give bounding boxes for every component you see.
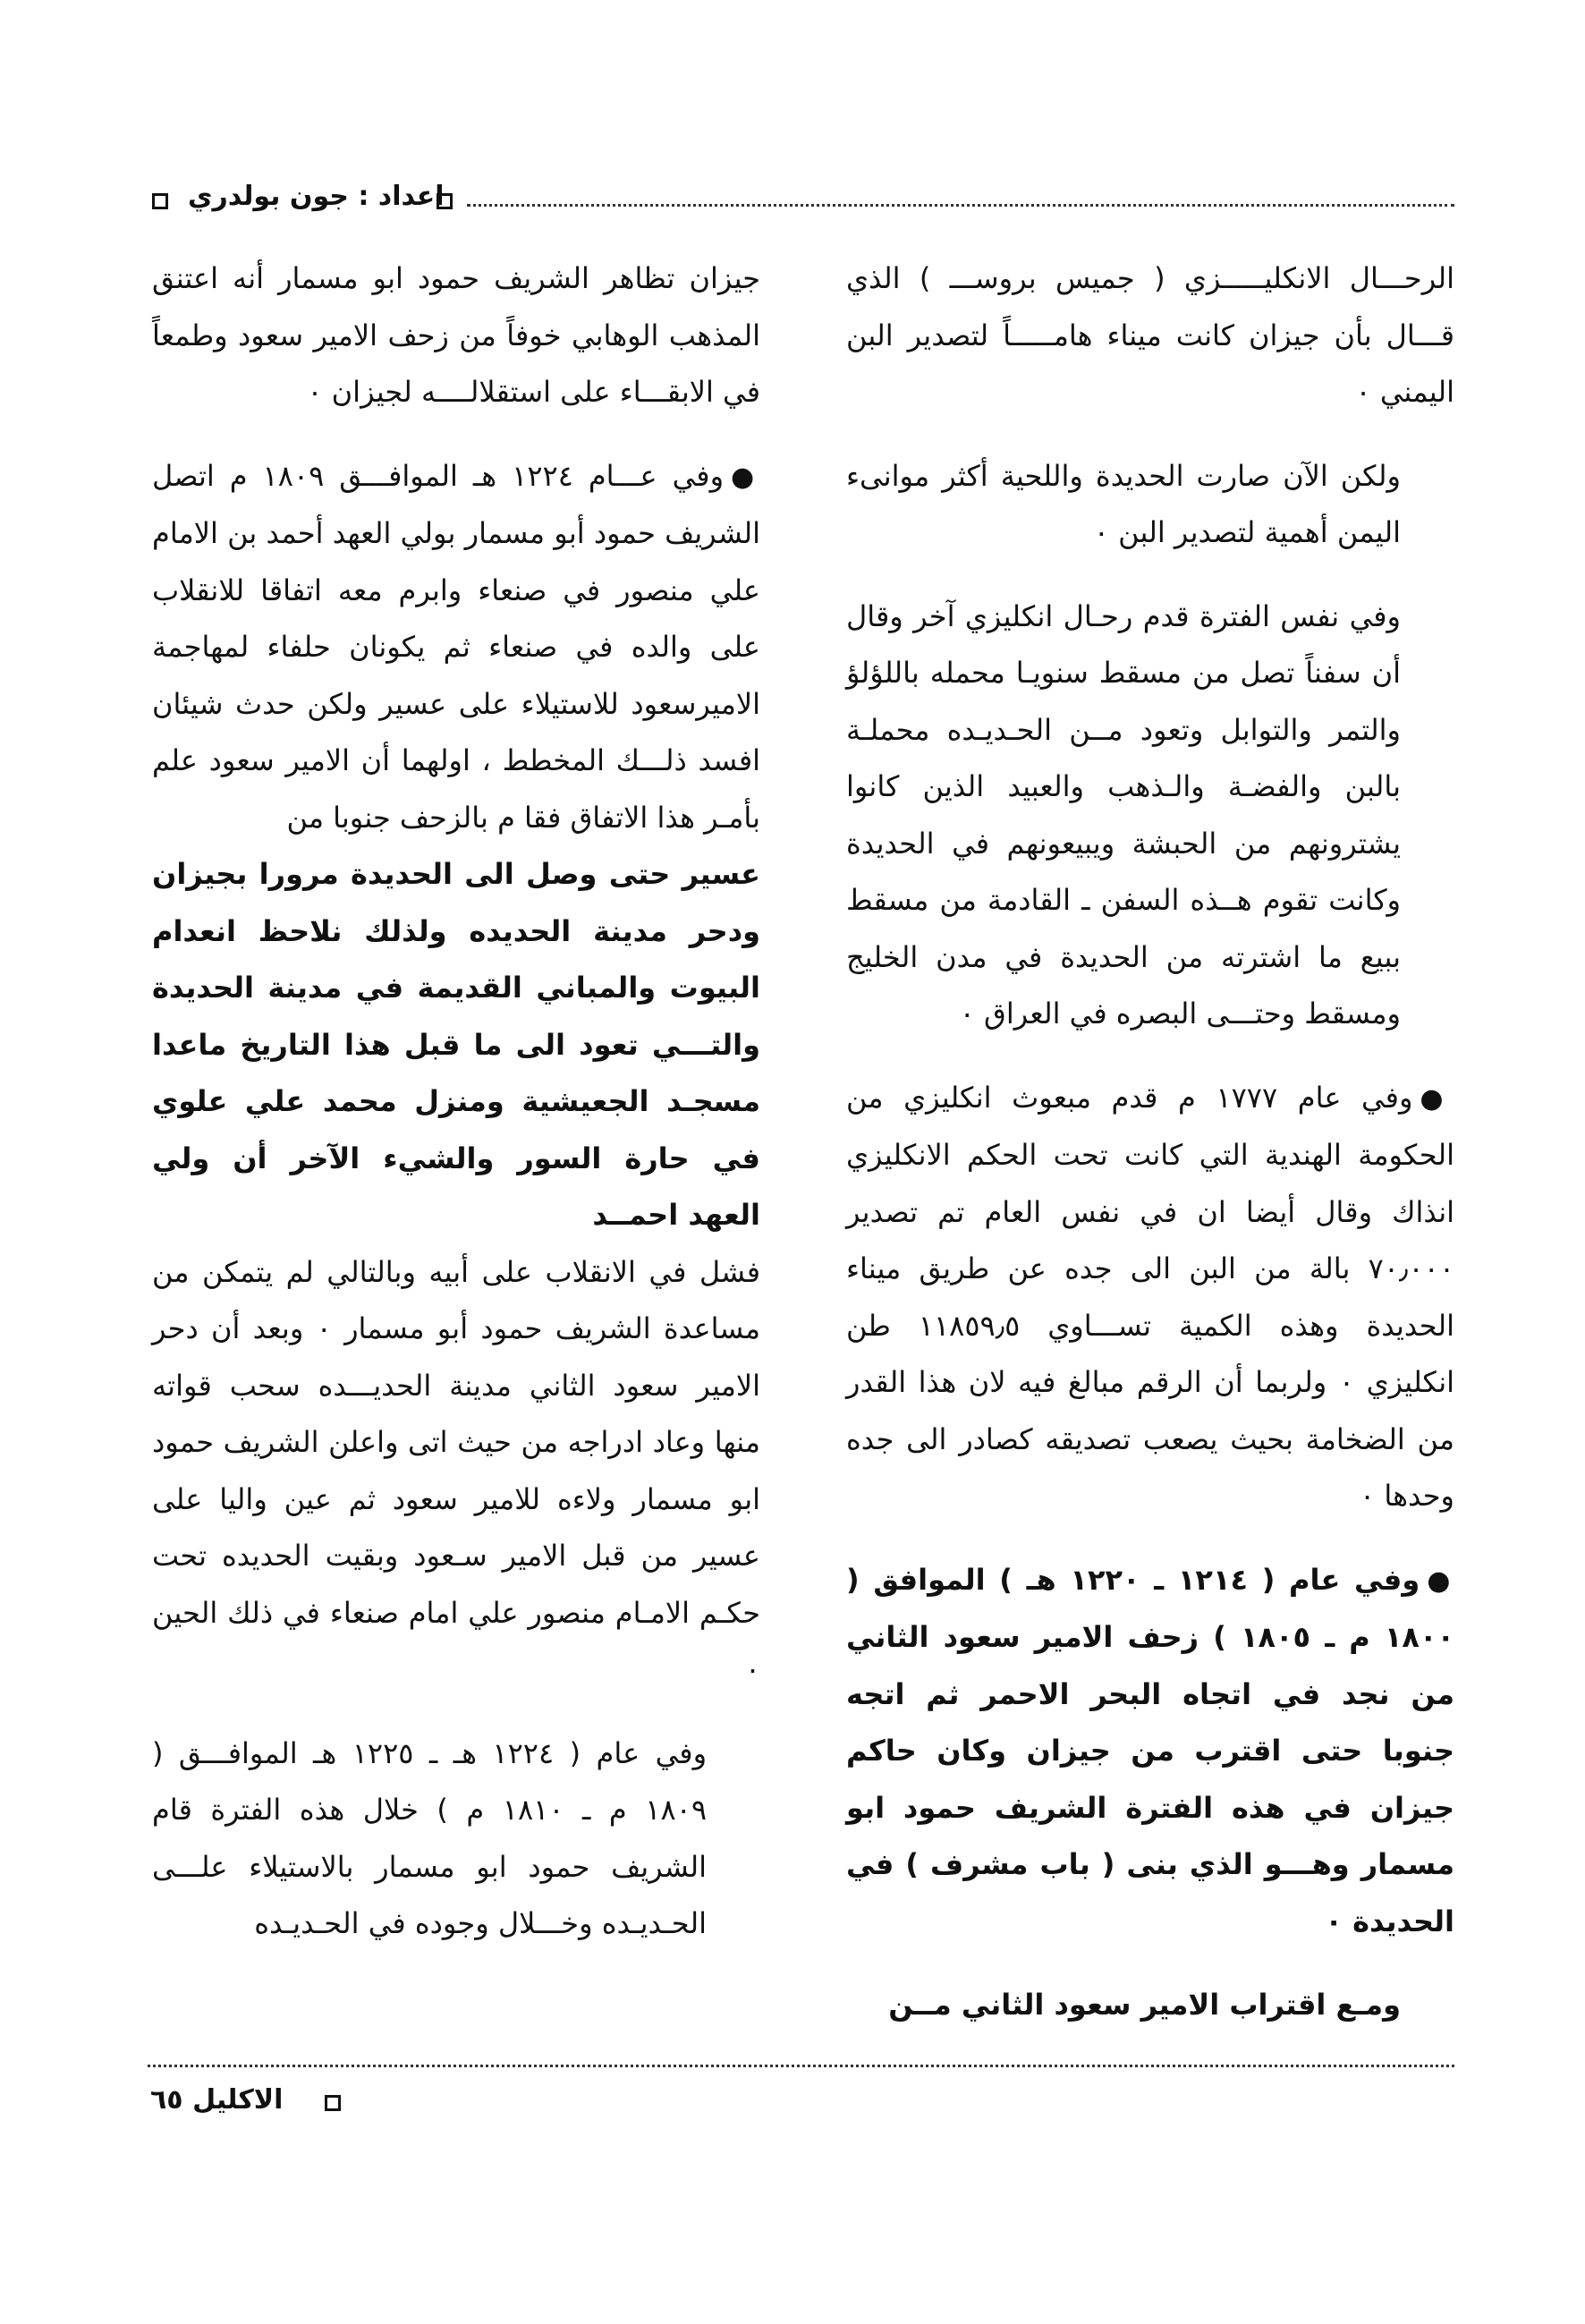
right-column: [846, 250, 1454, 2061]
bullet-icon: ●: [1427, 1565, 1454, 1597]
paragraph-bulleted: [846, 1552, 1454, 1951]
paragraph-text: وفي عام ١٧٧٧ م قدم مبعوث انكليزي من الحكومة الهندية التي كانت تحت الحكم الانكليزي انذاك وقال أيضا ان في نفس العام تم تصدير ٧٠٫٠٠٠ بالة من البن الى جده عن طريق ميناء الحديدة وهذه الكمية تســـاوي ١١٨٥٩٫٥ طن انكليزي ٠ ولربما أن الرقم مبالغ فيه لان هذا القدر من الضخامة بحيث يصعب تصديقه كصادر الى جده وحدها ٠: [846, 1080, 1455, 1513]
page-footer: [150, 2084, 419, 2129]
paragraph-bulleted: [846, 1070, 1454, 1525]
footer-dotted-rule: [148, 2065, 1454, 2067]
square-bullet-icon: [152, 193, 168, 209]
paragraph: ولكن الآن صارت الحديدة واللحية أكثر موانىء اليمن أهمية لتصدير البن ٠: [846, 458, 1401, 549]
page-number-label: الاكليل ٦٥: [150, 2084, 284, 2116]
paragraph: ومـع اقتراب الامير سعود الثاني مــن: [888, 1988, 1401, 2022]
paragraph-bulleted: [152, 448, 760, 847]
square-bullet-icon: [437, 193, 453, 209]
page-header: [152, 177, 1454, 227]
author-credit: اعداد : جون بولدري: [188, 181, 445, 212]
header-dotted-rule: [467, 204, 1454, 207]
bullet-icon: ●: [1420, 1082, 1454, 1115]
paragraph: عسير حتى وصل الى الحديدة مرورا بجيزان ودحر مدينة الحديده ولذلك نلاحظ انعدام البيوت والمباني القديمة في مدينة الحديدة والتـــي تعود الى ما قبل هذا التاريخ ماعدا مسجـد الجعيشية ومنزل محمد علي علوي في حارة السور والشيء الآخر أن ولي العهد احمــد: [152, 857, 760, 1232]
paragraph: جيزان تظاهر الشريف حمود ابو مسمار أنه اعتنق المذهب الوهابي خوفاً من زحف الامير سعود وطمعاً في الابقـــاء على استقلالــــه لجيزان ٠: [152, 261, 760, 409]
left-column: [152, 250, 760, 1980]
paragraph: فشل في الانقلاب على أبيه وبالتالي لم يتمكن من مساعدة الشريف حمود أبو مسمار ٠ وبعد أن دحر الامير سعود الثاني مدينة الحديـــده سحب قواته منها وعاد ادراجه من حيث اتى واعلن الشريف حمود ابو مسمار ولاءه للامير سعود ثم عين واليا على عسير من قبل الامير سـعود وبقيت الحديده تحت حكـم الامـام منصور علي امام صنعاء في ذلك الحين ٠: [152, 1254, 761, 1686]
paragraph: وفي نفس الفترة قدم رحـال انكليزي آخر وقال أن سفناً تصل من مسقط سنويـا محمله باللؤلؤ والتمر والتوابل وتعود مــن الحـديـده محملـة بالبن والفضـة والـذهب والعبيد الذين كانوا يشترونهم من الحبشة ويبيعونهم في الحديدة وكانت تقوم هــذه السفن ـ القادمة من مسقط ببيع ما اشترته من الحديدة في مدن الخليج ومسقط وحتـــى البصره في العراق ٠: [846, 598, 1401, 1031]
paragraph: وفي عام ( ١٢٢٤ هـ ـ ١٢٢٥ هـ الموافـــق ( ١٨٠٩ م ـ ١٨١٠ م ) خلال هذه الفترة قام الشريف حمود ابو مسمار بالاستيلاء علـــى الحـديـده وخـــلال وجوده في الحـديـده: [152, 1735, 708, 1940]
paragraph-text: وفي عام ( ١٢١٤ ـ ١٢٢٠ هـ ) الموافق ( ١٨٠٠ م ـ ١٨٠٥ ) زحف الامير سعود الثاني من نجد في اتجاه البحر الاحمر ثم اتجه جنوبا حتى اقترب من جيزان وكان حاكم جيزان في هذه الفترة الشريف حمود ابو مسمار وهـــو الذي بنى ( باب مشرف ) في الحديدة ٠: [846, 1562, 1455, 1938]
article-body: [152, 250, 1454, 2040]
square-bullet-icon: [325, 2095, 341, 2111]
paragraph-text: وفي عـــام ١٢٢٤ هـ الموافـــق ١٨٠٩ م اتصل الشريف حمود أبو مسمار بولي العهد أحمد بن الامام علي منصور في صنعاء وابرم معه اتفاقا للانقلاب على والده في صنعاء ثم يكونان حلفاء لمهاجمة الاميرسعود للاستيلاء على عسير ولكن حدث شيئان افسد ذلـــك المخطط ، اولهما أن الامير سعود علم بأمـر هذا الاتفاق فقا م بالزحف جنوبا من: [152, 458, 760, 835]
paragraph: الرحـــال الانكليـــــزي ( جميس بروســـ ) الذي قـــال بأن جيزان كانت ميناء هامـــــاً لتصدير البن اليمني ٠: [846, 261, 1454, 409]
bullet-icon: ●: [731, 461, 761, 493]
